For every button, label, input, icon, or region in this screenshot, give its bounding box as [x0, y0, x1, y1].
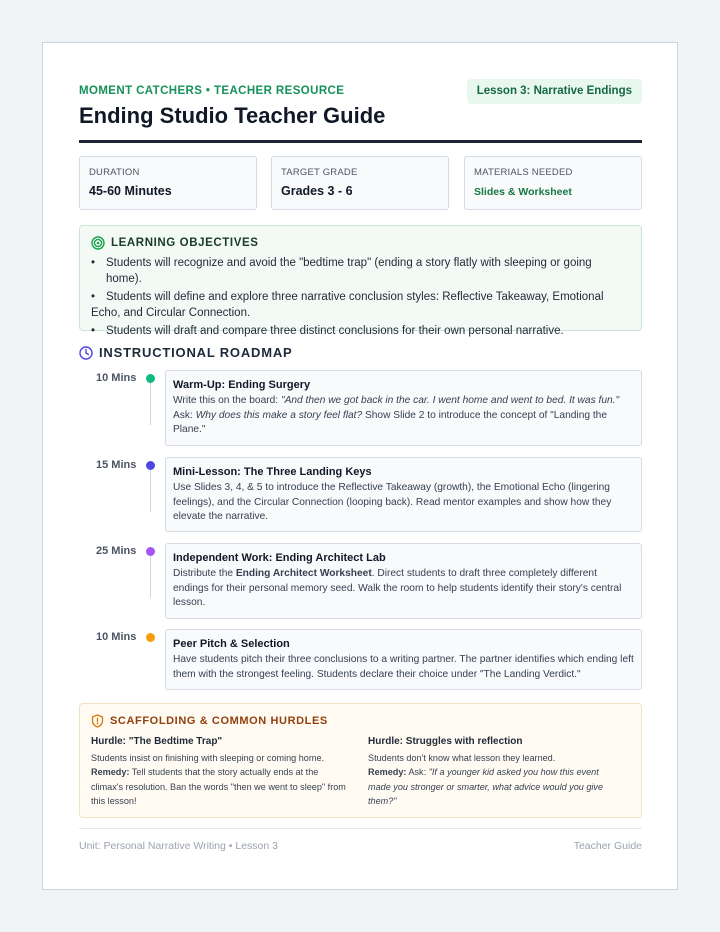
meta-value: Grades 3 - 6 — [281, 184, 353, 198]
document-page — [42, 42, 678, 890]
step-title: Mini-Lesson: The Three Landing Keys — [173, 466, 372, 478]
objectives-list — [91, 255, 630, 339]
timeline-line — [150, 556, 151, 598]
step-body: Write this on the board: "And then we got back in the car. I went home and went to bed. It was fun." Ask: Why does this make a story feel flat? Show Slide 2 to introduce the concept of "Landing the Plane." — [173, 395, 620, 436]
step-card — [165, 629, 642, 690]
meta-card-duration — [79, 156, 257, 210]
eyebrow-label: MOMENT CATCHERS • TEACHER RESOURCE — [79, 85, 345, 97]
title-divider — [79, 140, 642, 143]
step-time: 25 Mins — [96, 545, 137, 557]
step-time: 10 Mins — [96, 631, 137, 643]
scaffolding-box — [79, 703, 642, 818]
meta-row — [79, 156, 642, 210]
roadmap-heading-text: INSTRUCTIONAL ROADMAP — [99, 345, 293, 360]
step-body: Use Slides 3, 4, & 5 to introduce the Reflective Takeaway (growth), the Emotional Echo (lingering feelings), and the Circular Connection (looping back). Read mentor examples and show how they elevate the narrative. — [173, 482, 612, 523]
timeline-line — [150, 470, 151, 512]
roadmap-heading — [79, 345, 293, 360]
meta-label: DURATION — [89, 167, 140, 178]
meta-label: MATERIALS NEEDED — [474, 167, 573, 178]
step-card — [165, 543, 642, 619]
hurdle-card-2 — [368, 736, 623, 809]
shield-alert-icon — [91, 714, 104, 728]
step-card — [165, 457, 642, 532]
meta-label: TARGET GRADE — [281, 167, 358, 178]
hurdle-title: Hurdle: Struggles with reflection — [368, 736, 523, 747]
step-title: Independent Work: Ending Architect Lab — [173, 552, 386, 564]
target-icon — [91, 236, 105, 250]
hurdle-body: Students insist on finishing with sleeping or coming home. Remedy: Tell students that the story actually ends at the climax's resolution. Ban the words "then we went to sleep" from this lesson! — [91, 753, 346, 807]
step-body: Distribute the Ending Architect Worksheet. Direct students to draft three completely different endings for their personal memory seed. Walk the room to help students identify their story's central lesson. — [173, 568, 622, 609]
footer-doc-type: Teacher Guide — [573, 840, 642, 852]
step-body: Have students pitch their three conclusions to a writing partner. The partner identifies which ending left them with the strongest feeling. Students declare their choice under "The Landing Verdict." — [173, 654, 634, 680]
meta-card-grade — [271, 156, 449, 210]
hurdle-card-1 — [91, 736, 346, 809]
lesson-badge: Lesson 3: Narrative Endings — [467, 79, 642, 104]
footer-unit: Unit: Personal Narrative Writing • Lesson 3 — [79, 840, 278, 852]
scaffolding-heading — [91, 714, 630, 728]
step-time: 15 Mins — [96, 459, 137, 471]
step-card — [165, 370, 642, 446]
list-item: • Students will define and explore three narrative conclusion styles: Reflective Takeaway, Emotional Echo, and Circular Connection. — [91, 291, 604, 319]
timeline-line — [150, 383, 151, 425]
objectives-heading-text: LEARNING OBJECTIVES — [111, 237, 259, 249]
step-title: Warm-Up: Ending Surgery — [173, 379, 311, 391]
hurdle-body: Students don't know what lesson they learned. Remedy: Ask: "If a younger kid asked you how this event made you stronger or smarter, what advice would you give them?" — [368, 753, 604, 807]
timeline-dot — [146, 547, 155, 556]
list-item: • Students will draft and compare three distinct conclusions for their own personal narrative. — [91, 325, 564, 337]
objectives-heading — [91, 236, 630, 250]
hurdle-title: Hurdle: "The Bedtime Trap" — [91, 736, 223, 747]
meta-value: 45-60 Minutes — [89, 184, 172, 198]
meta-value: Slides & Worksheet — [474, 186, 572, 198]
step-time: 10 Mins — [96, 372, 137, 384]
clock-icon — [79, 346, 93, 360]
learning-objectives-box — [79, 225, 642, 337]
timeline-dot — [146, 374, 155, 383]
footer-divider — [79, 828, 642, 829]
timeline-dot — [146, 461, 155, 470]
meta-card-materials — [464, 156, 642, 210]
step-title: Peer Pitch & Selection — [173, 638, 290, 650]
scaffolding-heading-text: SCAFFOLDING & COMMON HURDLES — [110, 715, 328, 727]
list-item: • Students will recognize and avoid the "bedtime trap" (ending a story flatly with sleeping or going home). — [91, 257, 592, 285]
page-title: Ending Studio Teacher Guide — [79, 103, 386, 128]
timeline-dot — [146, 633, 155, 642]
